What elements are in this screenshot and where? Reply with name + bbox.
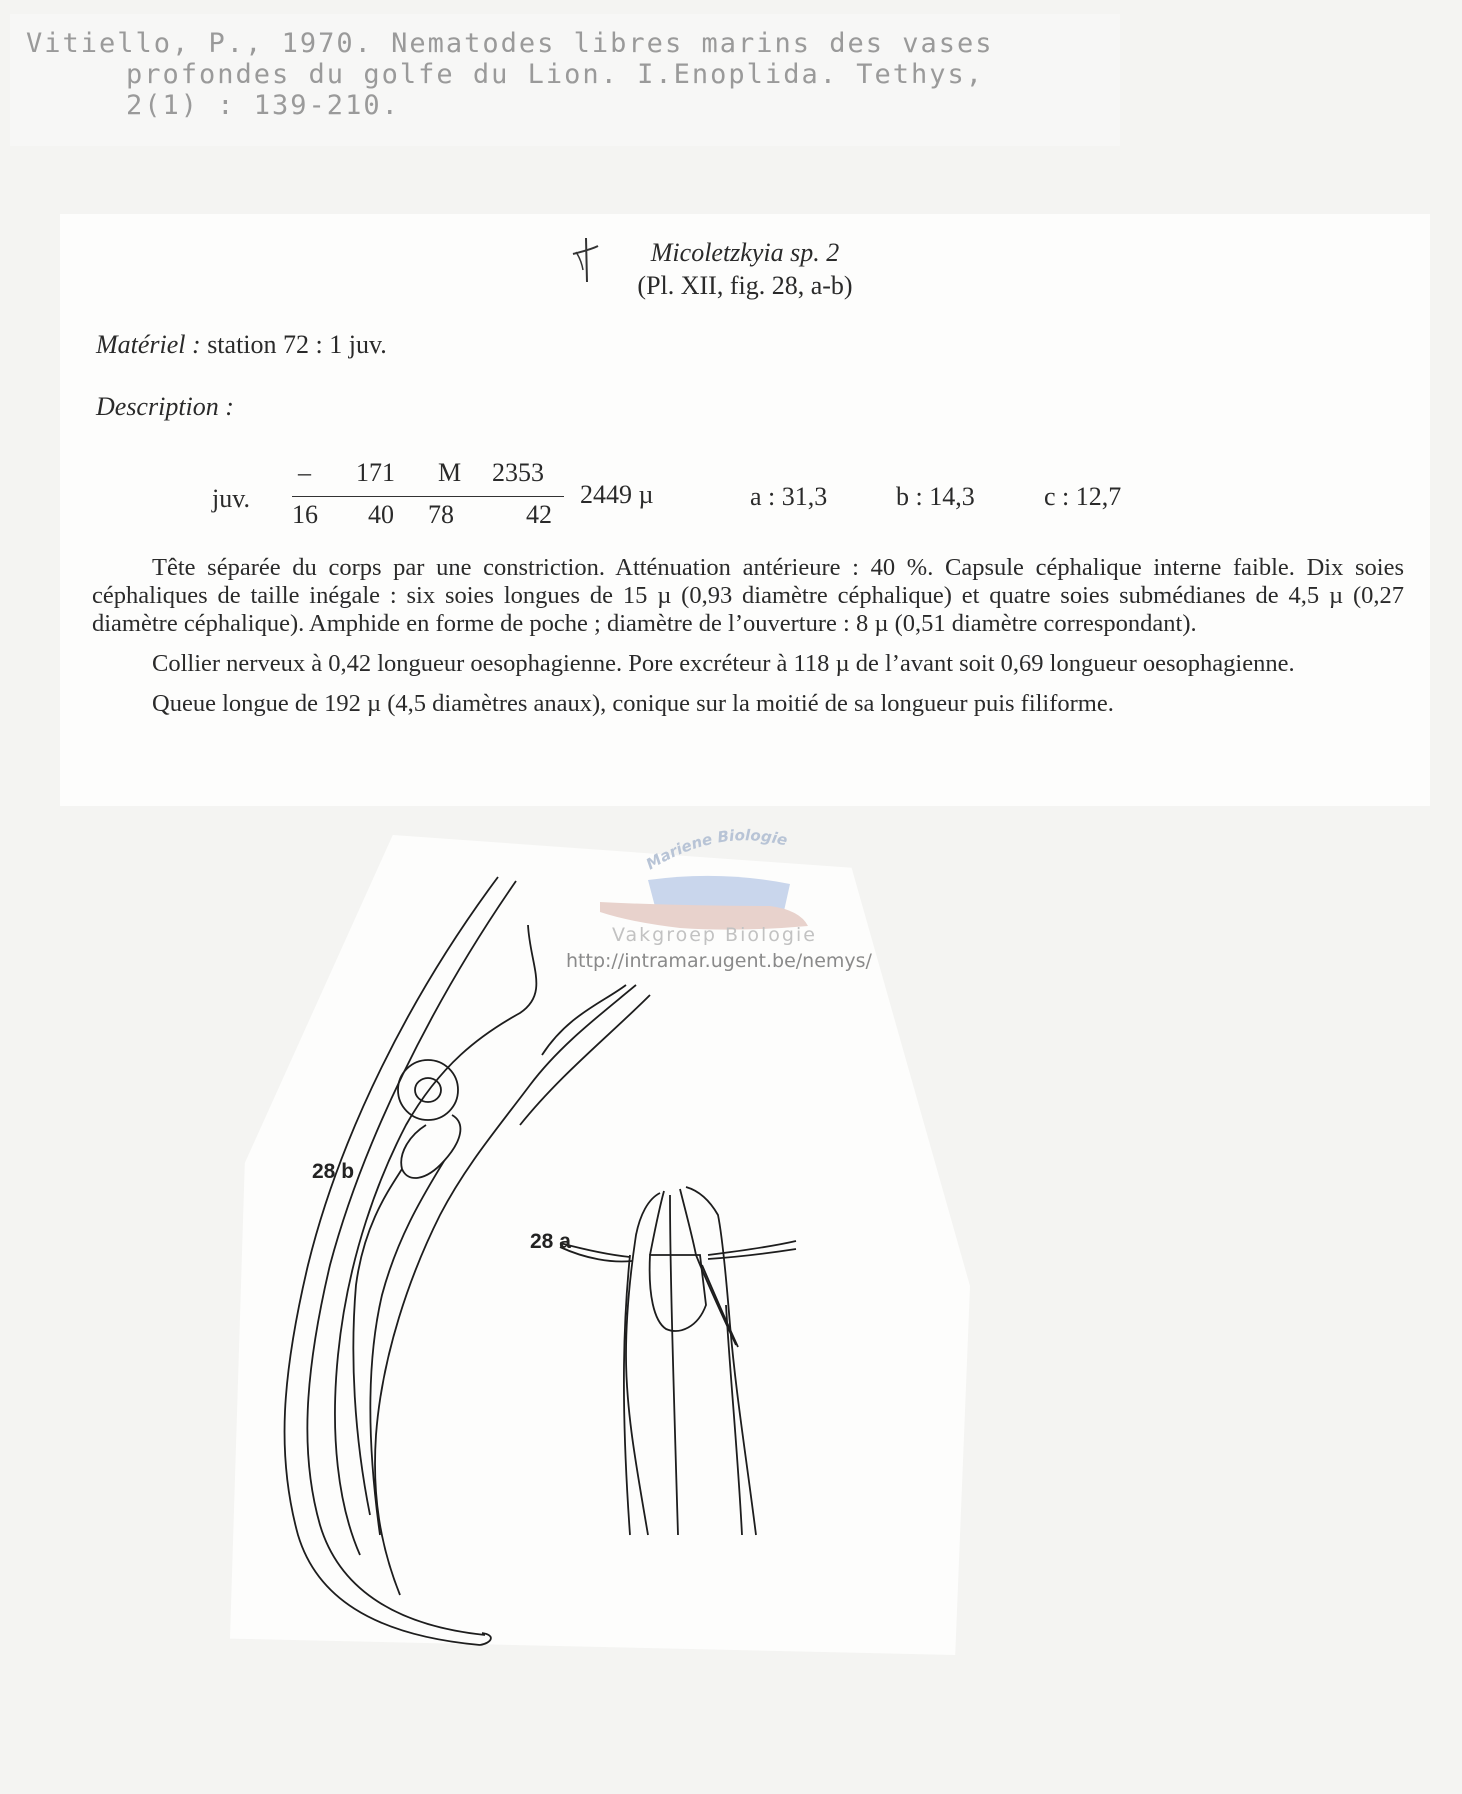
citation-line-3: 2(1) : 139-210. [126, 90, 400, 121]
formula-bottom-3: 78 [428, 500, 454, 529]
watermark-url: http://intramar.ugent.be/nemys/ [566, 950, 872, 972]
nematode-drawing [230, 835, 970, 1655]
watermark-dept: Vakgroep Biologie [612, 924, 817, 946]
figure-label-28b: 28 b [312, 1160, 355, 1183]
plate-reference: (Pl. XII, fig. 28, a-b) [637, 271, 853, 300]
material-label: Matériel : [96, 330, 201, 359]
ratio-a: a : 31,3 [750, 482, 828, 511]
paragraph-nerve-ring: Collier nerveux à 0,42 longueur oesophagienne. Pore excréteur à 118 µ de l’avant soit 0,69 longueur oesophagienne. [152, 650, 1295, 677]
text-sheet [60, 214, 1430, 806]
formula-bottom-2: 40 [368, 500, 394, 529]
measurement-formula [152, 458, 1352, 538]
material-value: station 72 : 1 juv. [207, 330, 387, 359]
paragraph-tail: Queue longue de 192 µ (4,5 diamètres anaux), conique sur la moitié de sa longueur puis filiforme. [152, 690, 1114, 717]
description-body [92, 554, 1404, 730]
figure-label-28a: 28 a [530, 1230, 571, 1253]
formula-fraction-line [292, 496, 564, 497]
formula-top-3: M [438, 458, 462, 487]
species-title: Micoletzkyia sp. 2 [650, 238, 840, 267]
formula-bottom-4: 42 [526, 500, 552, 529]
species-header [60, 236, 1430, 302]
formula-top-4: 2353 [492, 458, 544, 487]
ratio-b: b : 14,3 [896, 482, 975, 511]
ratio-c: c : 12,7 [1044, 482, 1122, 511]
formula-stage: juv. [212, 484, 251, 513]
formula-bottom-1: 16 [292, 500, 318, 529]
formula-length: 2449 µ [580, 480, 654, 509]
watermark-arc-text: Mariene Biologie [643, 826, 790, 874]
description-heading: Description : [96, 392, 234, 421]
citation-line-1: Vitiello, P., 1970. Nematodes libres marins des vases [26, 28, 994, 59]
formula-top-2: 171 [356, 458, 395, 487]
paragraph-head: Tête séparée du corps par une constriction. Atténuation antérieure : 40 %. Capsule céphalique interne faible. Dix soies céphaliques de taille inégale : six soies longues de 15 µ (0,93 diamètre céphalique) et quatre soies submédianes de 4,5 µ (0,27 diamètre céphalique). Amphide en forme de poche ; diamètre de l’ouverture : 8 µ (0,51 diamètre correspondant). [92, 554, 1404, 637]
material-line [96, 330, 387, 360]
formula-top-1: – [298, 458, 311, 487]
citation-label [10, 14, 1120, 146]
citation-line-2: profondes du golfe du Lion. I.Enoplida. Tethys, [126, 59, 985, 90]
